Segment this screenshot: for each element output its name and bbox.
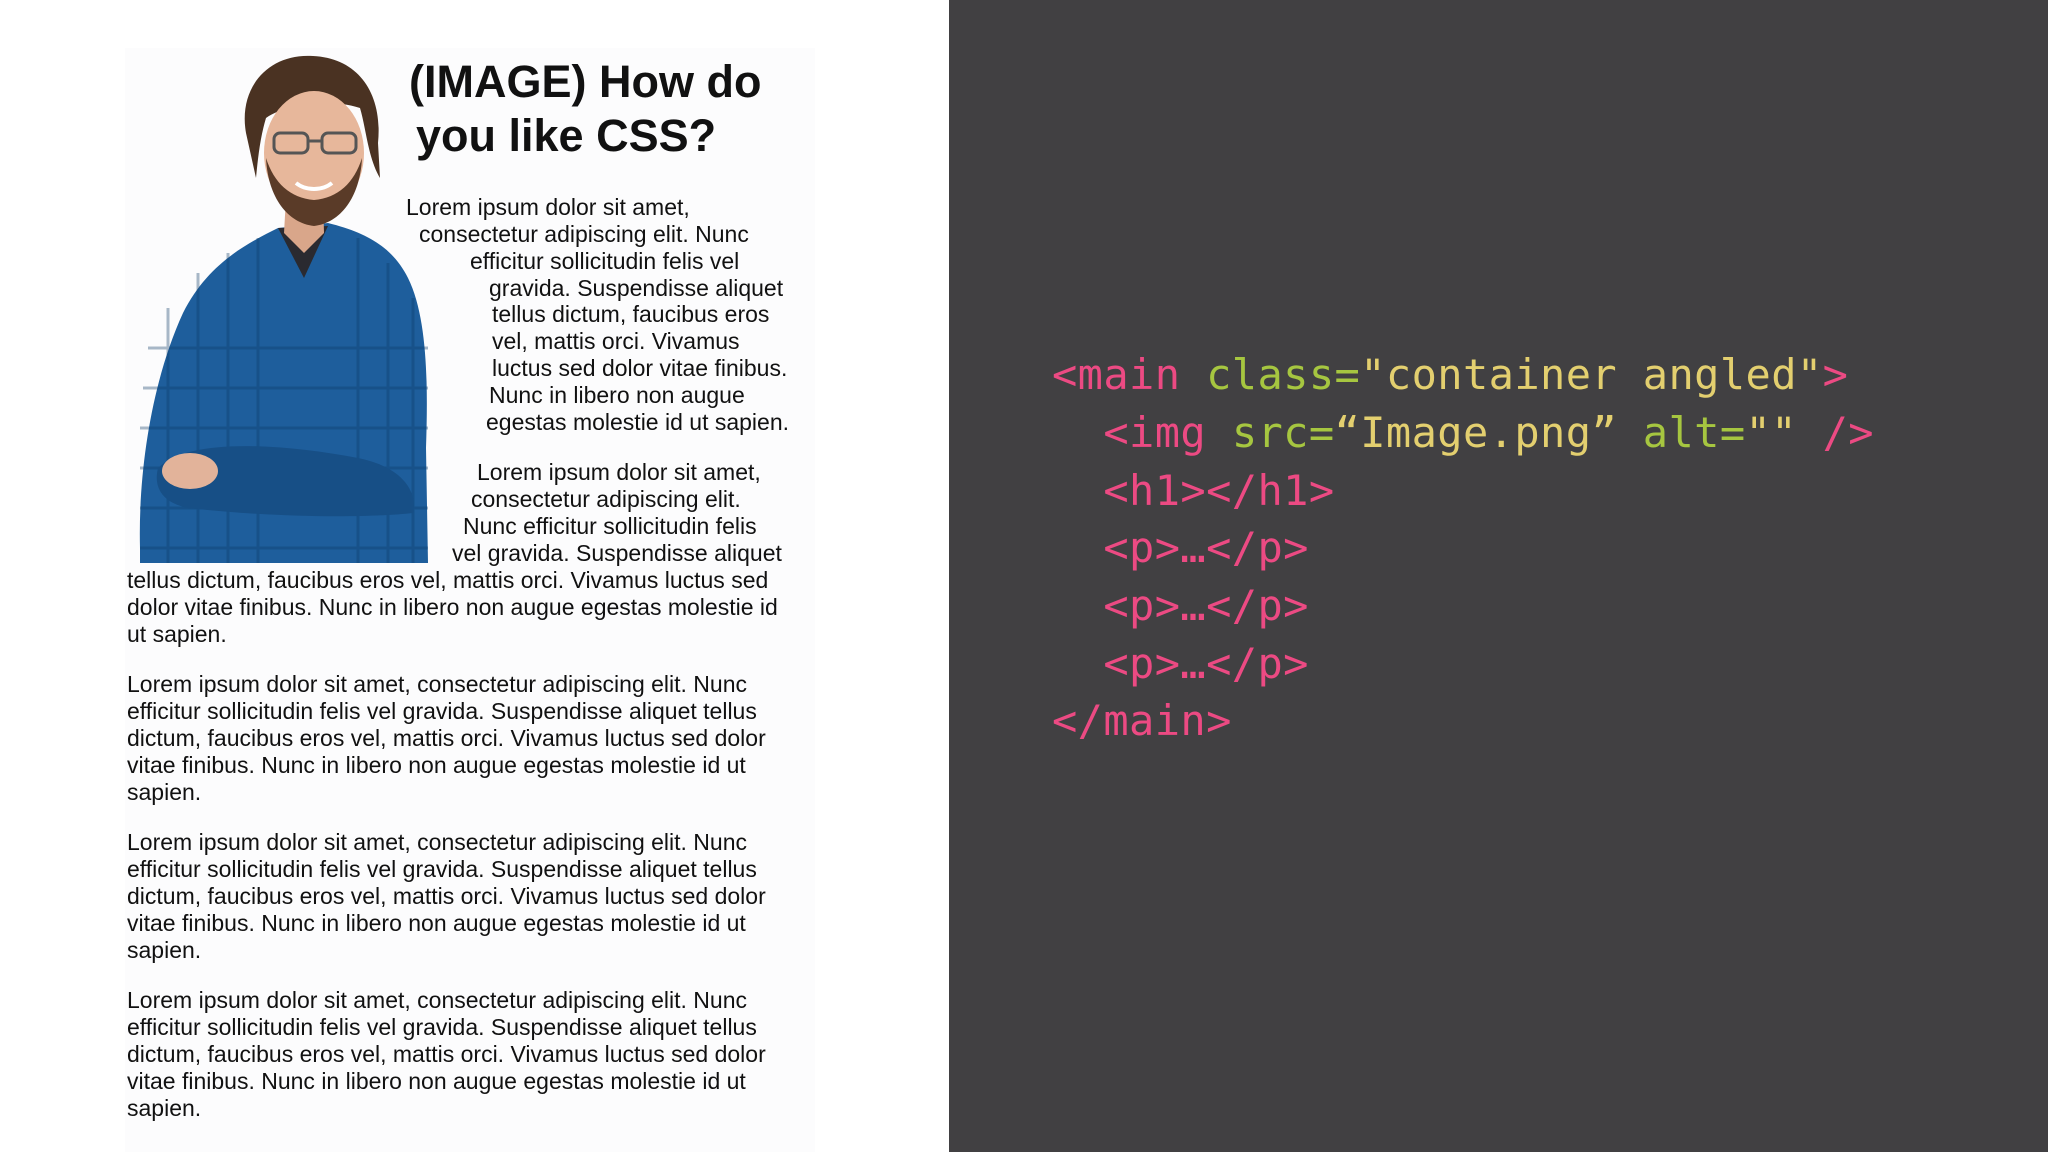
paragraph-1-line: Nunc in libero non augue [489, 382, 745, 408]
hand [162, 453, 218, 489]
paragraph-2-line: tellus dictum, faucibus eros vel, mattis orci. Vivamus luctus sed [127, 567, 769, 593]
paragraph-1-line: Lorem ipsum dolor sit amet, [406, 194, 690, 220]
code-line-main-close: </main> [1052, 696, 1232, 745]
paragraph-5-line: Lorem ipsum dolor sit amet, consectetur adipiscing elit. Nunc [127, 987, 748, 1013]
code-string: "" [1745, 408, 1823, 457]
paragraph-2-line: dolor vitae finibus. Nunc in libero non augue egestas molestie id [127, 594, 778, 620]
code-line-p: <p>…</p> [1052, 639, 1309, 688]
page-heading-line-2: you like CSS? [416, 110, 717, 161]
paragraph-4-line: Lorem ipsum dolor sit amet, consectetur adipiscing elit. Nunc [127, 829, 748, 855]
page-heading-line-1: (IMAGE) How do [409, 56, 762, 107]
code-tag: > [1822, 350, 1849, 399]
paragraph-5-line: vitae finibus. Nunc in libero non augue egestas molestie id ut [127, 1068, 746, 1094]
paragraph-1-line: vel, mattis orci. Vivamus [492, 328, 740, 354]
code-tag: <img [1052, 408, 1232, 457]
code-string: "container angled" [1360, 350, 1823, 399]
paragraph-2-line: vel gravida. Suspendisse aliquet [452, 540, 782, 566]
paragraph-3-line: Lorem ipsum dolor sit amet, consectetur adipiscing elit. Nunc [127, 671, 748, 697]
paragraph-4-line: vitae finibus. Nunc in libero non augue egestas molestie id ut [127, 910, 746, 936]
code-line-main-open [1052, 346, 1848, 404]
code-tag: /> [1822, 408, 1874, 457]
code-tag: <main [1052, 350, 1207, 399]
paragraph-4-line: dictum, faucibus eros vel, mattis orci. Vivamus luctus sed dolor [127, 883, 766, 909]
paragraph-2-line: ut sapien. [127, 621, 227, 647]
paragraph-1-line: efficitur sollicitudin felis vel [470, 248, 740, 274]
paragraph-5-line: dictum, faucibus eros vel, mattis orci. Vivamus luctus sed dolor [127, 1041, 766, 1067]
paragraph-3-line: vitae finibus. Nunc in libero non augue egestas molestie id ut [127, 752, 746, 778]
paragraph-1-line: consectetur adipiscing elit. Nunc [419, 221, 749, 247]
code-line-p: <p>…</p> [1052, 581, 1309, 630]
paragraph-3-line: efficitur sollicitudin felis vel gravida. Suspendisse aliquet tellus [127, 698, 757, 724]
paragraph-1-line: luctus sed dolor vitae finibus. [492, 355, 788, 381]
paragraph-1-line: tellus dictum, faucibus eros [492, 301, 770, 327]
paragraph-2-line: Lorem ipsum dolor sit amet, [477, 459, 761, 485]
code-attribute: class= [1206, 350, 1361, 399]
rendered-page-preview [0, 0, 949, 1152]
paragraph-3-line: sapien. [127, 779, 202, 805]
paragraph-4-line: sapien. [127, 937, 202, 963]
paragraph-2-line: Nunc efficitur sollicitudin felis [463, 513, 757, 539]
code-attribute: src= [1231, 408, 1335, 457]
code-line-h1: <h1></h1> [1052, 466, 1335, 515]
code-line-img [1052, 404, 1874, 462]
paragraph-2-line: consectetur adipiscing elit. [471, 486, 741, 512]
paragraph-1-line: gravida. Suspendisse aliquet [489, 275, 784, 301]
paragraph-3-line: dictum, faucibus eros vel, mattis orci. Vivamus luctus sed dolor [127, 725, 766, 751]
code-string: “Image.png” [1334, 408, 1643, 457]
paragraph-1-line: egestas molestie id ut sapien. [486, 409, 790, 435]
code-line-p: <p>…</p> [1052, 523, 1309, 572]
paragraph-5-line: sapien. [127, 1095, 202, 1121]
paragraph-5-line: efficitur sollicitudin felis vel gravida. Suspendisse aliquet tellus [127, 1014, 757, 1040]
paragraph-4-line: efficitur sollicitudin felis vel gravida. Suspendisse aliquet tellus [127, 856, 757, 882]
code-attribute: alt= [1642, 408, 1746, 457]
